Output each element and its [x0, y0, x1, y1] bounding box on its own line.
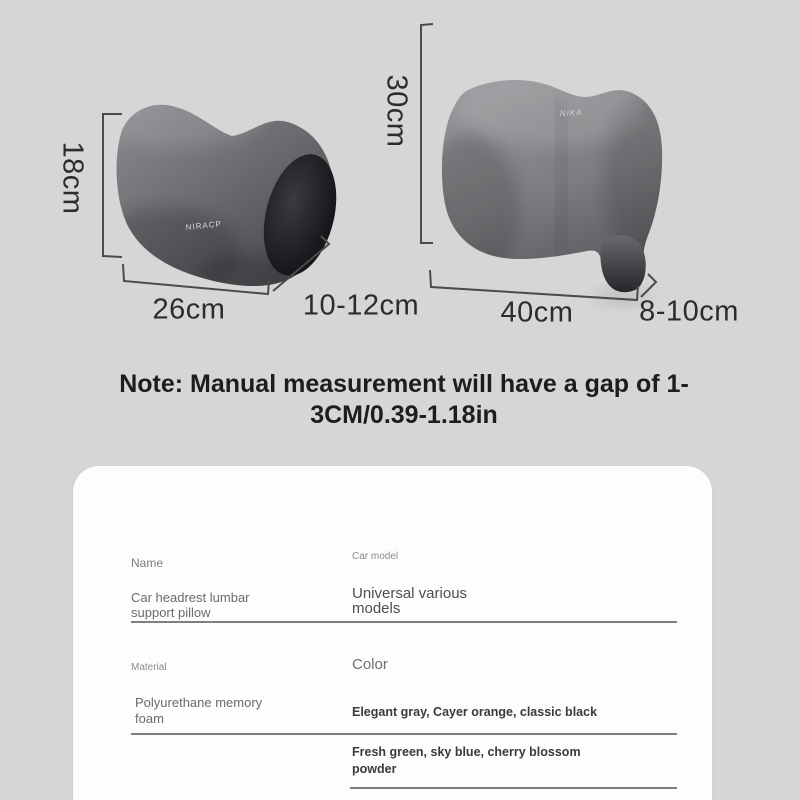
spec-material-value: Polyurethane memory foam: [135, 695, 263, 726]
measurement-note-line2: 3CM/0.39-1.18in: [310, 401, 498, 429]
pillow-dimension-figure: [0, 0, 800, 360]
headrest-brand-logo: NIRACP: [185, 219, 223, 232]
lumbar-width-label: 40cm: [500, 296, 574, 329]
lumbar-depth-label: 8-10cm: [639, 295, 739, 328]
lumbar-pillow-foot: [600, 235, 645, 292]
spec-card: [73, 466, 712, 800]
spec-material-label: Material: [131, 662, 167, 673]
spec-car-model-label: Car model: [352, 551, 399, 562]
headrest-height-label: 18cm: [56, 141, 89, 215]
lumbar-brand-logo: NIKA: [559, 107, 583, 118]
lumbar-pillow: [416, 70, 684, 292]
spec-color-value-1: Elegant gray, Cayer orange, classic black: [352, 705, 598, 719]
measurement-note: [4, 369, 800, 431]
divider: [350, 787, 677, 789]
measurement-note-line1: Note: Manual measurement will have a gap of 1-: [119, 370, 689, 398]
spec-car-model-value: Universal various models: [352, 585, 468, 617]
divider: [131, 621, 677, 623]
lumbar-height-label: 30cm: [380, 74, 413, 148]
headrest-pillow: [90, 88, 348, 297]
spec-color-value-2: Fresh green, sky blue, cherry blossom powder: [352, 745, 581, 776]
spec-color-label: Color: [352, 656, 388, 673]
lumbar-height-bracket: [421, 24, 433, 243]
divider: [131, 733, 677, 735]
spec-name-value: Car headrest lumbar support pillow: [131, 590, 250, 620]
headrest-width-label: 26cm: [152, 293, 226, 326]
spec-name-label: Name: [131, 556, 164, 570]
headrest-depth-label: 10-12cm: [302, 289, 420, 322]
